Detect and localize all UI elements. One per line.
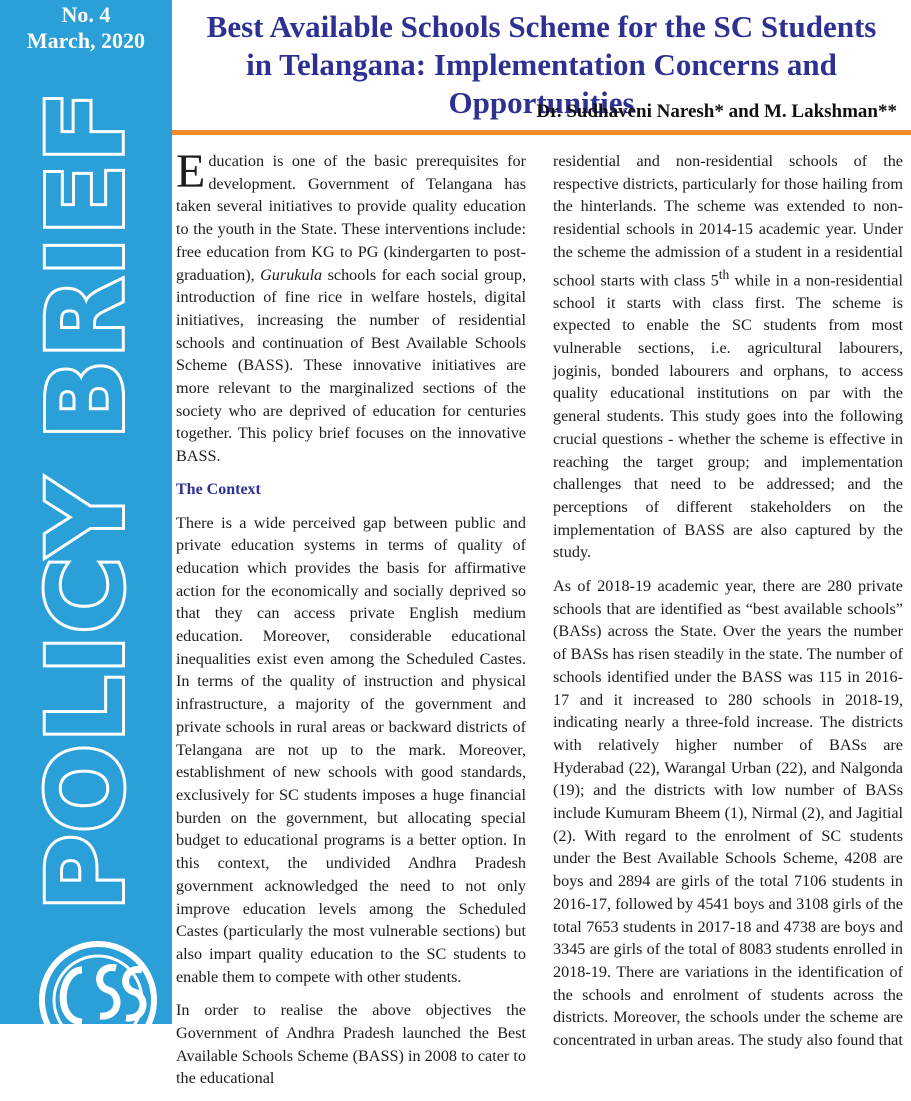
cess-logo-icon — [20, 930, 160, 1024]
context-heading: The Context — [176, 480, 261, 498]
header-divider — [172, 130, 911, 135]
header — [172, 0, 911, 136]
intro-text-a: ducation is one of the basic prerequisites for development. Government of Telangana has taken several initiatives to provide quality education to the youth in the State. These interventions include: free education from KG to PG (kindergarten to post-graduation), — [176, 152, 526, 284]
intro-italic: Gurukula — [260, 265, 323, 284]
statistics-paragraph: As of 2018-19 academic year, there are 280 private schools that are identified as “best available schools” (BASs) across the State. Over the years the number of BASs has risen steadily in the state. The number of schools identified under the BASS was 115 in 2016-17 and it increased to 280 schools in 2018-19, indicating nearly a three-fold increase. The districts with relatively higher number of BASs are Hyderabad (22), Warangal Urban (22), and Nalgonda (19); and the districts with low number of BASs include Kumuram Bheem (1), Nirmal (2), and Jagitial (2). With regard to the enrolment of SC students under the Best Available Schools Scheme, 4208 are boys and 2894 are girls of the total 7106 students in 2016-17, followed by 4541 boys and 3108 girls of the total 7653 students in 2017-18 and 4738 are boys and 3345 are girls of the total of 8083 students enrolled in 2018-19. There are variations in the identification of the schools and enrolment of students across the districts. Moreover, the schools under the scheme are concentrated in urban areas. The study also found that — [553, 577, 903, 1050]
scheme-paragraph — [553, 150, 903, 564]
intro-text-b: schools for each social group, introduction of fine rice in welfare hostels, digital initiatives, increasing the number of residential schools and continuation of Best Available Schools Scheme (BASS). These innovative initiatives are more relevant to the marginalized sections of the society who are deprived of education for centuries together. This policy brief focuses on the innovative BASS. — [176, 265, 526, 466]
title-line-2: in Telangana: Implementation Concerns and Opportunities — [246, 47, 837, 120]
intro-paragraph — [176, 145, 526, 468]
policy-brief-label: POLICY BRIEF — [25, 89, 147, 911]
issue-date: March, 2020 — [26, 28, 146, 53]
sidebar — [0, 0, 172, 1024]
issue-number: No. 4 — [61, 2, 111, 27]
title-line-1: Best Available Schools Scheme for the SC Students — [206, 9, 877, 44]
scheme-text-b: while in a non-residential school it starts with class first. The scheme is expected to enable the SC students from most vulnerable sections, i.e. agricultural labourers, joginis, bonded labourers and orphans, to access quality educational institutions on par with the general students. This study goes into the following crucial questions - whether the scheme is effective in reaching the target group; and implementation challenges that need to be addressed; and the perceptions of different stakeholders on the implementation of BASS are also captured by the study. — [553, 270, 903, 562]
context-paragraph: There is a wide perceived gap between public and private education systems in terms of quality of education which provides the basis for affirmative action for the economically and socially deprived so that they can access private English medium education. Moreover, considerable educational inequalities exist even among the Scheduled Castes. In terms of the quality of instruction and physical infrastructure, a majority of the government and private schools in rural areas or backward districts of Telangana are not up to the mark. Moreover, establishment of new schools with good standards, exclusively for SC students imposes a huge financial burden on the government, but allocating special budget to educational programs is a better option. In this context, the undivided Andhra Pradesh government acknowledged the need to not only improve education levels among the Scheduled Castes (particularly the most vulnerable sections) but also impart quality education to the SC students to enable them to compete with other students. — [176, 513, 526, 986]
drop-cap: E — [176, 145, 206, 198]
authors: Dr. Sudhaveni Naresh* and M. Lakshman** — [536, 101, 897, 122]
left-column — [176, 145, 526, 1101]
right-column — [553, 150, 903, 1063]
scheme-superscript: th — [718, 266, 730, 282]
scheme-text-a: residential and non-residential schools of the respective districts, particularly for those hailing from the hinterlands. The scheme was extended to non-residential schools in 2014-15 academic year. Under the scheme the admission of a student in a residential school starts with class 5 — [553, 152, 903, 289]
objectives-paragraph: In order to realise the above objectives the Government of Andhra Pradesh launched the Best Available Schools Scheme (BASS) in 2008 to cater to the educational — [176, 1001, 526, 1088]
issue-info — [0, 0, 172, 54]
